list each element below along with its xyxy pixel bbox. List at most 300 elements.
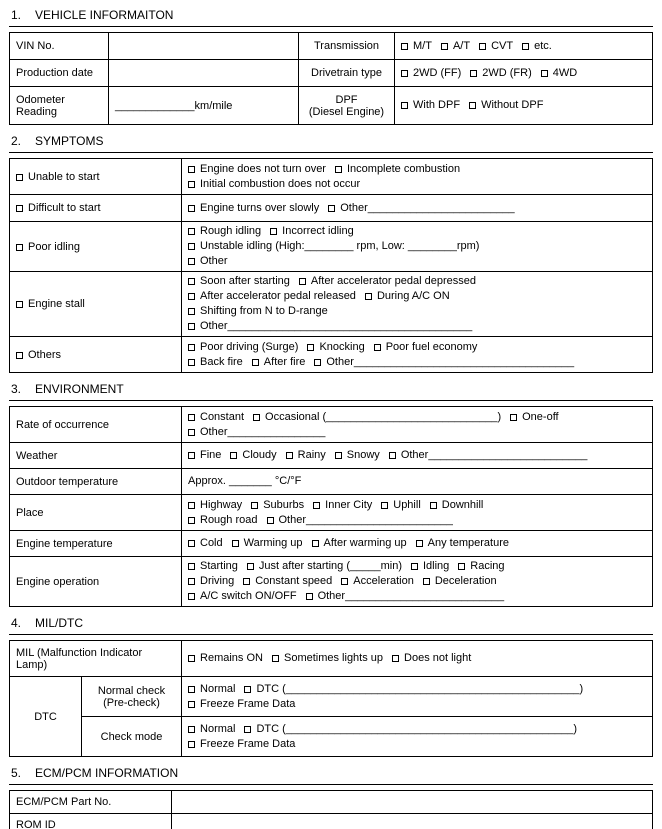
checkbox-icon[interactable]	[253, 414, 260, 421]
checkbox-icon[interactable]	[312, 540, 319, 547]
checkbox-icon[interactable]	[541, 70, 548, 77]
checkbox-icon[interactable]	[188, 181, 195, 188]
option-label: Engine does not turn over	[200, 162, 326, 175]
checkbox-option	[244, 682, 583, 697]
section-vehicle-information	[9, 8, 653, 125]
option-label: Back fire	[200, 355, 243, 368]
checkbox-option	[306, 589, 505, 604]
checkbox-icon[interactable]	[270, 228, 277, 235]
table-row	[10, 791, 653, 814]
symptom-label-cell	[10, 337, 182, 373]
label-cell	[10, 87, 109, 125]
option-label: Starting	[200, 560, 238, 572]
field-label: DPF	[335, 93, 358, 106]
vehicle-info-table	[9, 32, 653, 125]
symptom-row	[10, 159, 653, 195]
option-label: Unstable idling (High:________ rpm, Low: ________rpm)	[200, 240, 480, 252]
symptom-label-cell	[10, 272, 182, 337]
checkbox-icon[interactable]	[314, 359, 321, 366]
mil-row	[10, 641, 653, 677]
field-label: Weather	[16, 449, 58, 462]
checkbox-option	[188, 697, 295, 712]
option-label: DTC (________________________________________________)	[256, 682, 584, 695]
checkbox-option	[232, 536, 303, 551]
checkbox-icon[interactable]	[522, 43, 529, 50]
checkbox-option	[441, 39, 470, 54]
checkbox-icon[interactable]	[341, 578, 348, 585]
checkbox-option	[272, 651, 383, 666]
checkbox-icon[interactable]	[272, 655, 279, 662]
field-label: Check mode	[100, 730, 163, 743]
checkbox-option	[335, 162, 460, 177]
option-label: Normal	[200, 682, 236, 695]
options-line	[188, 254, 646, 269]
symptom-row	[10, 222, 653, 272]
environment-row	[10, 495, 653, 531]
symptom-row	[10, 337, 653, 373]
option-label: Initial combustion does not occur	[200, 177, 361, 190]
options-line	[188, 239, 646, 254]
options-cell	[182, 495, 653, 531]
checkbox-option	[188, 355, 243, 370]
option-label: A/C switch ON/OFF	[200, 590, 297, 602]
options-line	[188, 201, 646, 216]
symptom-row	[10, 272, 653, 337]
checkbox-icon[interactable]	[423, 578, 430, 585]
production-date-value-cell	[109, 60, 299, 87]
checkbox-icon[interactable]	[243, 578, 250, 585]
checkbox-icon[interactable]	[267, 517, 274, 524]
label-cell	[10, 814, 172, 829]
options-line	[188, 448, 646, 463]
options-line	[188, 340, 646, 355]
checkbox-option	[188, 536, 223, 551]
option-label: Freeze Frame Data	[200, 697, 296, 710]
checkbox-option	[188, 304, 328, 319]
checkbox-icon[interactable]	[381, 502, 388, 509]
section-title: VEHICLE INFORMAITON	[35, 8, 174, 22]
options-cell	[182, 159, 653, 195]
field-label: Outdoor temperature	[16, 475, 119, 488]
checkbox-icon[interactable]	[389, 452, 396, 459]
checkbox-option	[374, 340, 478, 355]
checkbox-option	[230, 448, 276, 463]
checkbox-option	[392, 651, 471, 666]
checkbox-icon[interactable]	[188, 741, 195, 748]
section-number: 1.	[11, 8, 22, 22]
options-line	[188, 559, 646, 574]
checkbox-option	[188, 448, 221, 463]
checkbox-icon[interactable]	[188, 344, 195, 351]
options-cell	[182, 272, 653, 337]
checkbox-icon[interactable]	[16, 244, 23, 251]
options-line	[188, 162, 646, 177]
checkbox-icon[interactable]	[416, 540, 423, 547]
checkbox-icon[interactable]	[401, 70, 408, 77]
dtc-label-cell	[10, 677, 82, 757]
option-label: After warming up	[323, 537, 407, 549]
environment-row	[10, 443, 653, 469]
section-header	[9, 616, 653, 635]
checkbox-option	[188, 682, 235, 697]
option-label: 4WD	[552, 66, 578, 79]
option-label: CVT	[491, 39, 514, 52]
symptom-label-cell	[10, 222, 182, 272]
option-label: After fire	[263, 355, 306, 368]
ecm-part-no-value-cell	[172, 791, 653, 814]
symptom-label: Poor idling	[28, 240, 80, 253]
checkbox-icon[interactable]	[401, 102, 408, 109]
checkbox-option	[188, 239, 479, 254]
checkbox-option	[188, 589, 297, 604]
section-header	[9, 8, 653, 27]
checkbox-option	[188, 498, 242, 513]
checkbox-icon[interactable]	[251, 502, 258, 509]
option-label: One-off	[522, 410, 559, 423]
label-cell	[10, 33, 109, 60]
checkbox-option	[312, 536, 407, 551]
table-row	[10, 87, 653, 125]
checkbox-option	[458, 559, 504, 574]
checkbox-icon[interactable]	[307, 344, 314, 351]
label-cell	[10, 469, 182, 495]
vin-value-cell	[109, 33, 299, 60]
options-cell	[182, 195, 653, 222]
option-label: Just after starting (_____min)	[258, 560, 402, 572]
checkbox-option	[188, 410, 244, 425]
options-line	[188, 651, 646, 666]
options-line	[188, 410, 646, 425]
label-cell	[299, 60, 395, 87]
checkbox-option	[188, 289, 356, 304]
option-label: Rough idling	[200, 225, 262, 237]
option-label: Incomplete combustion	[346, 162, 461, 175]
checkbox-icon[interactable]	[16, 205, 23, 212]
option-label: Warming up	[243, 537, 303, 549]
checkbox-icon[interactable]	[313, 502, 320, 509]
options-line	[188, 513, 646, 528]
options-line	[188, 319, 646, 334]
option-label: Other________________________________________	[200, 320, 473, 332]
section-number: 2.	[11, 134, 22, 148]
checkbox-icon[interactable]	[374, 344, 381, 351]
checkbox-icon[interactable]	[230, 452, 237, 459]
option-label: Other__________________________	[317, 590, 505, 602]
checkbox-option	[381, 498, 421, 513]
checkbox-option	[416, 536, 509, 551]
option-label: Snowy	[346, 449, 380, 461]
environment-row	[10, 469, 653, 495]
checkbox-icon[interactable]	[365, 293, 372, 300]
checkbox-option	[479, 39, 513, 54]
checkbox-icon[interactable]	[328, 205, 335, 212]
option-label: During A/C ON	[376, 290, 450, 302]
options-line	[188, 574, 646, 589]
section-mil-dtc	[9, 616, 653, 757]
checkbox-icon[interactable]	[411, 563, 418, 570]
checkbox-icon[interactable]	[244, 726, 251, 733]
checkbox-option	[188, 177, 360, 192]
checkbox-option	[188, 722, 235, 737]
options-line	[188, 498, 646, 513]
checkbox-icon[interactable]	[469, 102, 476, 109]
options-cell	[182, 337, 653, 373]
option-label: Incorrect idling	[282, 225, 354, 237]
checkbox-icon[interactable]	[430, 502, 437, 509]
symptom-label: Others	[28, 348, 62, 361]
checkbox-icon[interactable]	[188, 359, 195, 366]
symptom-label-cell	[10, 159, 182, 195]
checkbox-icon[interactable]	[470, 70, 477, 77]
checkbox-icon[interactable]	[188, 686, 195, 693]
section-title: MIL/DTC	[35, 616, 83, 630]
checkbox-icon[interactable]	[335, 166, 342, 173]
checkbox-option	[253, 410, 501, 425]
section-header	[9, 766, 653, 785]
environment-table	[9, 406, 653, 607]
symptom-label: Difficult to start	[28, 202, 101, 214]
symptom-label-cell	[10, 195, 182, 222]
section-header	[9, 382, 653, 401]
option-label: Acceleration	[353, 575, 414, 587]
option-label: Fine	[200, 449, 222, 461]
option-label: Without DPF	[481, 99, 544, 111]
section-environment	[9, 382, 653, 607]
checkbox-option	[267, 513, 453, 528]
options-line	[401, 66, 646, 81]
field-label: Drivetrain type	[311, 67, 382, 79]
option-label: Rainy	[297, 449, 326, 461]
checkbox-option	[430, 498, 484, 513]
mil-label-cell	[10, 641, 182, 677]
section-number: 3.	[11, 382, 22, 396]
options-line	[188, 177, 646, 192]
options-line	[188, 304, 646, 319]
option-label: Other____________________________________	[326, 355, 575, 368]
checkbox-option	[470, 66, 532, 81]
options-cell	[182, 222, 653, 272]
checkbox-icon[interactable]	[188, 243, 195, 250]
options-cell	[182, 717, 653, 757]
checkbox-option	[365, 289, 450, 304]
section-ecm-pcm	[9, 766, 653, 829]
options-line	[188, 722, 646, 737]
checkbox-option	[270, 224, 354, 239]
option-label: A/T	[452, 39, 471, 52]
option-label: Downhill	[441, 498, 484, 511]
checkbox-option	[247, 559, 402, 574]
checkbox-icon[interactable]	[16, 174, 23, 181]
label-cell	[10, 791, 172, 814]
checkbox-icon[interactable]	[247, 563, 254, 570]
checkbox-icon[interactable]	[335, 452, 342, 459]
checkbox-icon[interactable]	[401, 43, 408, 50]
options-line	[401, 98, 646, 113]
table-row	[10, 814, 653, 829]
checkbox-option	[307, 340, 364, 355]
environment-row	[10, 407, 653, 443]
checkbox-icon[interactable]	[232, 540, 239, 547]
option-label: Other__________________________	[400, 449, 588, 461]
option-label: Other________________	[200, 425, 326, 438]
field-label: Production date	[16, 67, 94, 79]
checkbox-option	[313, 498, 372, 513]
checkbox-icon[interactable]	[188, 593, 195, 600]
checkbox-icon[interactable]	[286, 452, 293, 459]
checkbox-option	[314, 355, 574, 370]
option-label: Idling	[423, 560, 450, 572]
label-cell	[10, 557, 182, 607]
section-title: ENVIRONMENT	[35, 382, 124, 396]
option-label: Suburbs	[263, 498, 305, 511]
field-label: Odometer Reading	[16, 93, 65, 118]
symptoms-table	[9, 158, 653, 373]
option-label: Other________________________	[278, 513, 453, 526]
checkbox-icon[interactable]	[188, 278, 195, 285]
checkbox-icon[interactable]	[188, 655, 195, 662]
options-cell	[182, 407, 653, 443]
section-number: 4.	[11, 616, 22, 630]
checkbox-icon[interactable]	[188, 166, 195, 173]
checkbox-option	[469, 98, 543, 113]
checkbox-option	[188, 254, 228, 269]
checkbox-option	[188, 737, 295, 752]
checkbox-icon[interactable]	[510, 414, 517, 421]
checkbox-option	[389, 448, 588, 463]
checkbox-option	[510, 410, 559, 425]
options-line	[188, 425, 646, 440]
checkbox-icon[interactable]	[188, 726, 195, 733]
option-label: Does not light	[404, 652, 472, 664]
option-label: Constant speed	[255, 575, 333, 587]
checkbox-option	[411, 559, 449, 574]
checkbox-icon[interactable]	[479, 43, 486, 50]
checkbox-option	[252, 355, 306, 370]
checkbox-icon[interactable]	[188, 205, 195, 212]
option-label: 2WD (FR)	[482, 66, 532, 79]
options-cell	[182, 677, 653, 717]
checkbox-icon[interactable]	[188, 414, 195, 421]
option-label: Normal	[200, 722, 236, 735]
option-label: Freeze Frame Data	[200, 737, 296, 750]
mil-dtc-table	[9, 640, 653, 757]
rom-id-value-cell	[172, 814, 653, 829]
label-cell	[10, 443, 182, 469]
section-number: 5.	[11, 766, 22, 780]
checkbox-option	[188, 651, 263, 666]
table-row	[10, 33, 653, 60]
checkbox-icon[interactable]	[188, 452, 195, 459]
options-line	[188, 289, 646, 304]
checkbox-option	[522, 39, 552, 54]
checkbox-icon[interactable]	[188, 517, 195, 524]
label-cell	[10, 531, 182, 557]
checkbox-icon[interactable]	[188, 258, 195, 265]
field-label: Transmission	[314, 40, 379, 52]
options-line	[188, 355, 646, 370]
checkbox-option	[251, 498, 304, 513]
checkbox-option	[188, 559, 238, 574]
option-label: Cloudy	[242, 449, 277, 461]
dtc-row	[10, 717, 653, 757]
checkbox-icon[interactable]	[16, 352, 23, 359]
field-label: DTC	[34, 710, 57, 723]
option-label: Shifting from N to D-range	[200, 305, 328, 317]
option-label: Poor driving (Surge)	[200, 340, 299, 353]
checkbox-option	[188, 224, 261, 239]
field-label: Engine temperature	[16, 537, 113, 550]
symptom-row	[10, 195, 653, 222]
checkbox-icon[interactable]	[458, 563, 465, 570]
field-label: ROM ID	[16, 819, 56, 829]
checkbox-option	[423, 574, 497, 589]
field-label: ECM/PCM Part No.	[16, 796, 112, 808]
checkbox-icon[interactable]	[188, 323, 195, 330]
checkbox-icon[interactable]	[188, 578, 195, 585]
checkbox-icon[interactable]	[188, 293, 195, 300]
checkbox-option	[401, 39, 432, 54]
checkbox-icon[interactable]	[392, 655, 399, 662]
environment-row	[10, 531, 653, 557]
checkbox-icon[interactable]	[188, 228, 195, 235]
checkbox-icon[interactable]	[188, 563, 195, 570]
option-label: Engine turns over slowly	[200, 201, 320, 214]
checkbox-option	[188, 425, 325, 440]
option-label: Racing	[470, 560, 505, 572]
checkbox-icon[interactable]	[188, 502, 195, 509]
checkbox-option	[188, 340, 298, 355]
checkbox-icon[interactable]	[252, 359, 259, 366]
checkbox-option	[188, 274, 290, 289]
checkbox-option	[541, 66, 577, 81]
checkbox-icon[interactable]	[16, 301, 23, 308]
field-label: Engine operation	[16, 575, 100, 588]
options-cell	[395, 60, 653, 87]
checkbox-icon[interactable]	[306, 593, 313, 600]
checkbox-icon[interactable]	[188, 308, 195, 315]
checkbox-option	[188, 201, 319, 216]
checkbox-icon[interactable]	[299, 278, 306, 285]
label-cell	[10, 60, 109, 87]
checkbox-option	[341, 574, 414, 589]
option-label: Uphill	[393, 498, 421, 511]
temperature-fill-text: Approx. _______ °C/°F	[188, 475, 302, 487]
section-title: SYMPTOMS	[35, 134, 104, 148]
section-symptoms	[9, 134, 653, 373]
checkbox-icon[interactable]	[188, 540, 195, 547]
option-label: Other	[200, 255, 228, 267]
options-cell	[182, 557, 653, 607]
options-line	[188, 536, 646, 551]
checkbox-icon[interactable]	[188, 429, 195, 436]
options-line	[188, 682, 646, 697]
option-label: M/T	[413, 39, 432, 52]
option-label: Driving	[200, 575, 235, 587]
checkbox-icon[interactable]	[441, 43, 448, 50]
checkbox-option	[244, 722, 577, 737]
label-cell	[299, 87, 395, 125]
option-label: Inner City	[325, 498, 373, 511]
option-label: Knocking	[319, 340, 365, 353]
option-label: After accelerator pedal depressed	[310, 275, 476, 287]
checkbox-icon[interactable]	[244, 686, 251, 693]
checkbox-icon[interactable]	[188, 701, 195, 708]
section-header	[9, 134, 653, 153]
option-label: Remains ON	[200, 652, 263, 664]
options-line	[188, 737, 646, 752]
field-label: Rate of occurrence	[16, 418, 109, 431]
option-label: Constant	[200, 410, 245, 423]
